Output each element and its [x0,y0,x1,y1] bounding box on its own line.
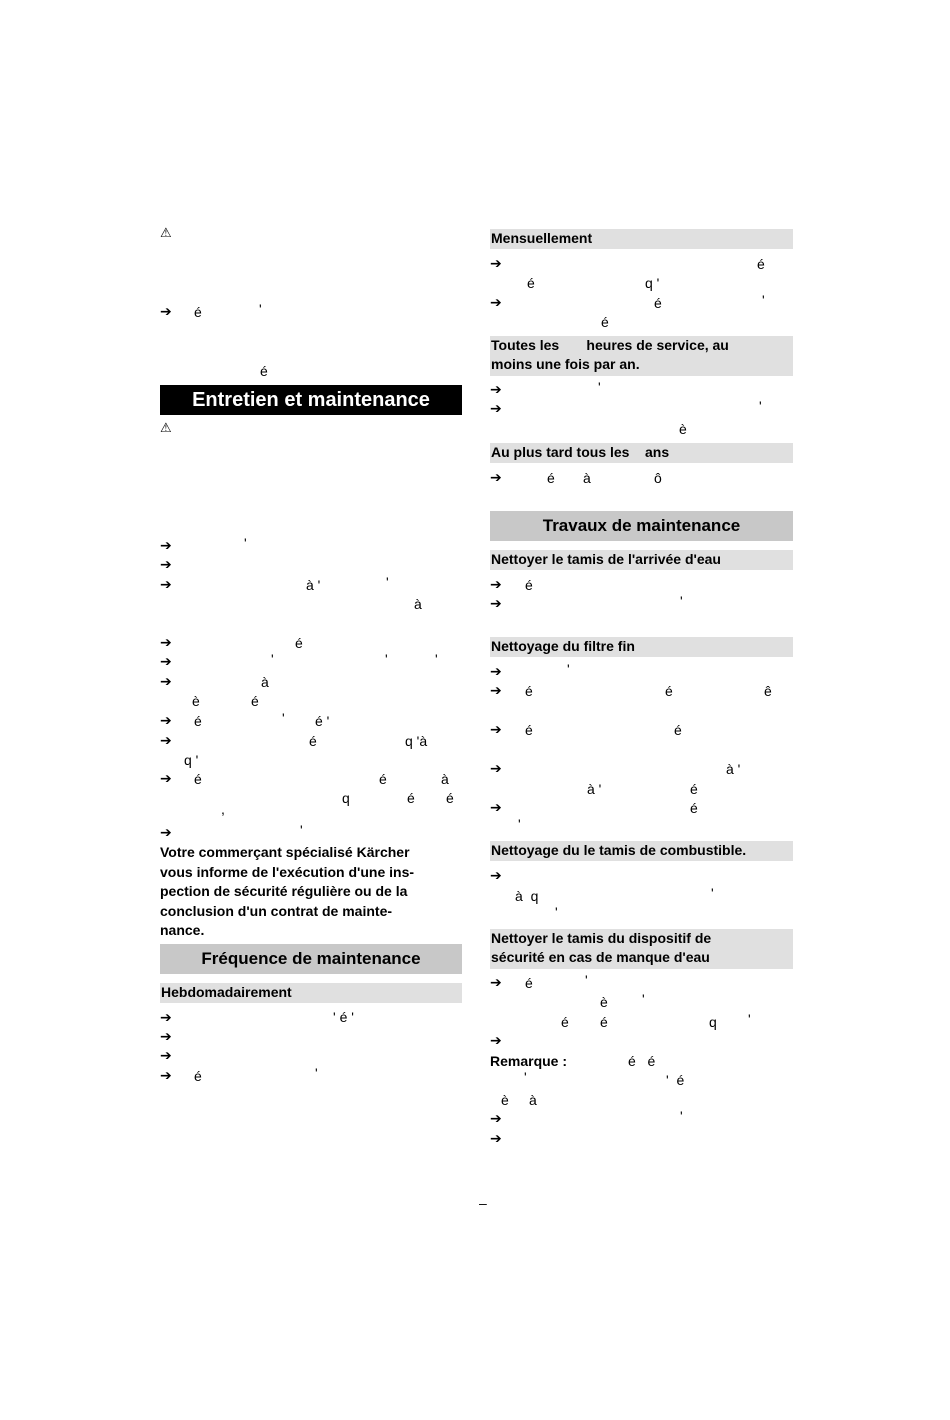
text-fragment: ' [259,301,262,317]
arrow-icon: ➔ [490,596,502,612]
text-fragment: q [342,790,350,806]
text-fragment: ' [315,1065,318,1081]
section-title-frequence: Fréquence de maintenance [160,944,462,974]
text-fragment: ' [385,651,388,667]
text-fragment: ' [300,822,303,838]
text-fragment: é [446,790,454,806]
arrow-icon: ➔ [490,664,502,680]
arrow-icon: ➔ [490,683,502,699]
section-title-travaux: Travaux de maintenance [490,511,793,541]
text-fragment: ' [680,1108,683,1124]
arrow-icon: ➔ [490,722,502,738]
text-fragment: é [525,577,533,593]
section-title-entretien: Entretien et maintenance [160,385,462,415]
text-fragment: à ' [306,577,321,593]
text-fragment: é [194,713,202,729]
arrow-icon: ➔ [160,654,172,670]
arrow-icon: ➔ [160,713,172,729]
arrow-icon: ➔ [490,577,502,593]
text-fragment: à [583,470,591,486]
arrow-icon: ➔ [490,761,502,777]
arrow-icon: ➔ [160,577,172,593]
text-fragment: à [441,771,449,787]
text-fragment: à [529,1092,537,1108]
text-fragment: é [654,295,662,311]
text-fragment: q 'à [405,733,428,749]
text-fragment: é ' [315,713,330,729]
arrow-icon: ➔ [160,1048,172,1064]
arrow-icon: ➔ [490,800,502,816]
warning-icon: ⚠ [160,226,172,241]
subheading-toutes-les-heures: Toutes les heures de service, au moins une fois par an. [490,336,793,376]
text-fragment: é [527,275,535,291]
text-fragment: ' [282,710,285,726]
text-fragment: é [525,975,533,991]
remarque-label: Remarque : [490,1053,568,1069]
arrow-icon: ➔ [160,1029,172,1045]
text-fragment: ' [598,379,601,395]
text-fragment: ' [435,651,438,667]
text-fragment: é [407,790,415,806]
text-fragment: ' [759,398,762,414]
arrow-icon: ➔ [490,470,502,486]
text-fragment: é [601,314,609,330]
text-fragment: é [690,781,698,797]
dealer-info-paragraph: Votre commerçant spécialisé Kärcher vous informe de l'exécution d'une ins- pection de sécurité régulière ou de la conclusion d'un contrat de mainte- nance. [160,844,415,939]
text-fragment: é [379,771,387,787]
text-fragment: ' [680,593,683,609]
text-fragment: q ' [645,275,660,291]
arrow-icon: ➔ [490,1033,502,1049]
subheading-tamis-arrivee-eau: Nettoyer le tamis de l'arrivée d'eau [490,550,793,570]
arrow-icon: ➔ [490,295,502,311]
text-fragment: q [709,1014,717,1030]
text-fragment: é [194,771,202,787]
text-fragment: à [414,596,422,612]
arrow-icon: ➔ [160,771,172,787]
arrow-icon: ➔ [160,304,172,320]
text-fragment: ' [711,885,714,901]
arrow-icon: ➔ [160,825,172,841]
text-fragment: é é [628,1053,656,1069]
text-fragment: ' [244,535,247,551]
text-fragment: é [194,1068,202,1084]
text-fragment: ' [567,661,570,677]
text-fragment: é [251,693,259,709]
text-fragment: è [192,693,200,709]
text-fragment: à [261,674,269,690]
text-fragment: é [547,470,555,486]
text-fragment: é [665,683,673,699]
text-fragment: ' [762,292,765,308]
subheading-tamis-combustible: Nettoyage du le tamis de combustible. [490,841,793,861]
text-fragment: é [561,1014,569,1030]
text-fragment: ê [764,683,772,699]
text-fragment: é [600,1014,608,1030]
subheading-hebdomadairement: Hebdomadairement [160,983,462,1003]
text-fragment: ' [524,1069,527,1085]
text-fragment: ' é ' [333,1009,354,1025]
text-fragment: ' [555,904,558,920]
page-number: – [479,1195,487,1211]
text-fragment: é [295,635,303,651]
arrow-icon: ➔ [490,1111,502,1127]
text-fragment: è [501,1092,509,1108]
text-fragment: é [194,304,202,320]
subheading-au-plus-tard: Au plus tard tous les ans [490,443,793,463]
subheading-tamis-securite: Nettoyer le tamis du dispositif de sécurité en cas de manque d'eau [490,929,793,969]
text-fragment: é [690,800,698,816]
text-fragment: ' é [666,1072,685,1088]
text-fragment: ' [271,651,274,667]
text-fragment: à q [515,888,539,904]
arrow-icon: ➔ [160,1010,172,1026]
text-fragment: é [260,363,268,379]
text-fragment: à ' [726,761,741,777]
text-fragment: é [525,722,533,738]
text-fragment: é [525,683,533,699]
arrow-icon: ➔ [160,733,172,749]
arrow-icon: ➔ [490,1131,502,1147]
subheading-filtre-fin: Nettoyage du filtre fin [490,637,793,657]
text-fragment: , [221,801,225,817]
arrow-icon: ➔ [160,674,172,690]
arrow-icon: ➔ [490,868,502,884]
arrow-icon: ➔ [160,1068,172,1084]
subheading-mensuellement: Mensuellement [490,229,793,249]
arrow-icon: ➔ [160,635,172,651]
arrow-icon: ➔ [160,538,172,554]
text-fragment: é [674,722,682,738]
text-fragment: ' [518,816,521,832]
text-fragment: ' [386,574,389,590]
arrow-icon: ➔ [490,256,502,272]
text-fragment: ' [585,972,588,988]
warning-icon: ⚠ [160,421,172,436]
text-fragment: à ' [587,781,602,797]
text-fragment: é [757,256,765,272]
arrow-icon: ➔ [160,557,172,573]
text-fragment: è [600,994,608,1010]
text-fragment: ' [748,1011,751,1027]
arrow-icon: ➔ [490,382,502,398]
text-fragment: ' [642,991,645,1007]
text-fragment: è [679,421,687,437]
text-fragment: q ' [184,752,199,768]
arrow-icon: ➔ [490,401,502,417]
arrow-icon: ➔ [490,975,502,991]
text-fragment: ô [654,470,662,486]
text-fragment: é [309,733,317,749]
